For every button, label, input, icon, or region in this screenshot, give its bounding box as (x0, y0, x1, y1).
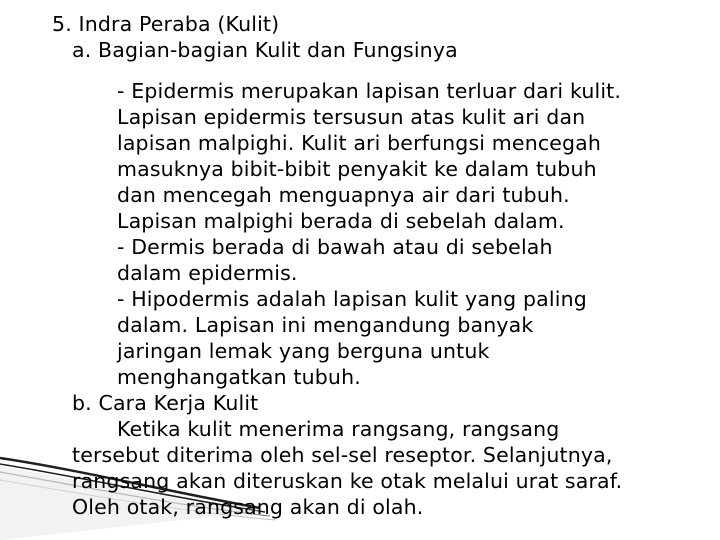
body-line: Oleh otak, rangsang akan di olah. (72, 495, 424, 519)
subheading-bagian-kulit: a. Bagian-bagian Kulit dan Fungsinya (72, 38, 458, 62)
body-line: Ketika kulit menerima rangsang, rangsang (117, 417, 560, 441)
body-line: menghangatkan tubuh. (117, 365, 361, 389)
body-line: Lapisan malpighi berada di sebelah dalam. (117, 209, 565, 233)
heading-indra-peraba: 5. Indra Peraba (Kulit) (52, 12, 280, 36)
body-line: lapisan malpighi. Kulit ari berfungsi mencegah (117, 131, 602, 155)
body-line: rangsang akan diteruskan ke otak melalui urat saraf. (72, 469, 623, 493)
body-line: dalam. Lapisan ini mengandung banyak (117, 313, 534, 337)
body-line: Lapisan epidermis tersusun atas kulit ari dan (117, 105, 586, 129)
body-line: - Hipodermis adalah lapisan kulit yang paling (117, 287, 587, 311)
body-line: dalam epidermis. (117, 261, 298, 285)
body-line: tersebut diterima oleh sel-sel reseptor. Selanjutnya, (72, 443, 613, 467)
body-line: - Dermis berada di bawah atau di sebelah (117, 235, 553, 259)
body-line: masuknya bibit-bibit penyakit ke dalam tubuh (117, 157, 597, 181)
subheading-cara-kerja: b. Cara Kerja Kulit (72, 391, 259, 415)
body-line: - Epidermis merupakan lapisan terluar dari kulit. (117, 79, 622, 103)
body-line: jaringan lemak yang berguna untuk (117, 339, 490, 363)
body-line: dan mencegah menguapnya air dari tubuh. (117, 183, 570, 207)
